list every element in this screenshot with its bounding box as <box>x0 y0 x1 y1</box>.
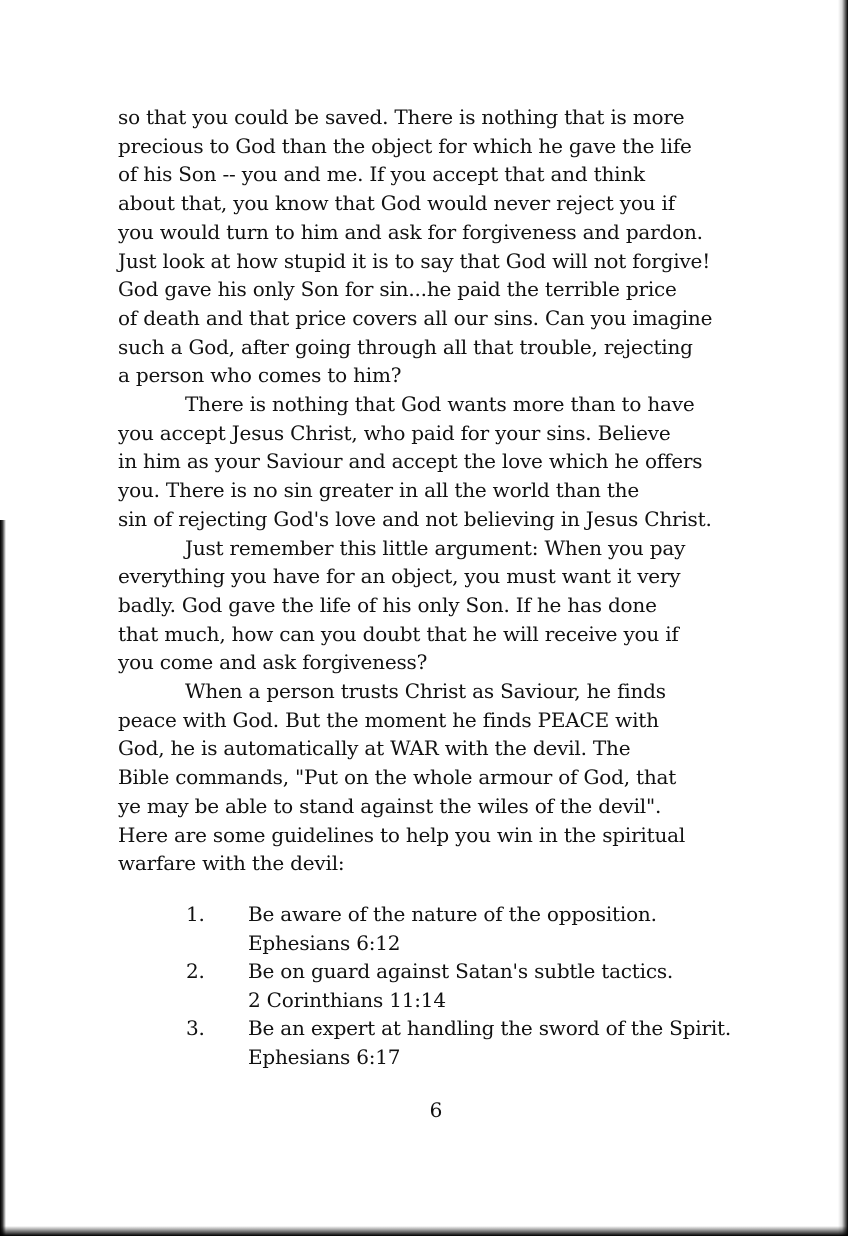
text-line: everything you have for an object, you must want it very <box>118 564 681 589</box>
text-line: sin of rejecting God's love and not believing in Jesus Christ. <box>118 506 712 531</box>
paragraph <box>118 534 818 678</box>
text-line: of his Son -- you and me. If you accept that and think <box>118 162 645 187</box>
text-line: about that, you know that God would never reject you if <box>118 191 675 216</box>
paragraph <box>118 677 818 878</box>
text-line: Here are some guidelines to help you win in the spiritual <box>118 822 686 847</box>
text-line: warfare with the devil: <box>118 851 345 876</box>
text-line: God gave his only Son for sin...he paid the terrible price <box>118 277 677 302</box>
text-line: When a person trusts Christ as Saviour, he finds <box>185 679 666 704</box>
scan-edge-right <box>838 0 848 1236</box>
text-line: you accept Jesus Christ, who paid for your sins. Believe <box>118 420 671 445</box>
list-item <box>186 957 826 1014</box>
list-number: 1. <box>186 902 205 926</box>
text-line: you come and ask forgiveness? <box>118 650 428 675</box>
text-line: of death and that price covers all our sins. Can you imagine <box>118 305 713 330</box>
scan-edge-left <box>0 520 6 1236</box>
list-item-text: Be aware of the nature of the opposition. <box>248 902 657 926</box>
text-line: you would turn to him and ask for forgiveness and pardon. <box>118 219 703 244</box>
paragraph <box>118 390 818 534</box>
text-line: in him as your Saviour and accept the love which he offers <box>118 449 703 474</box>
text-line: such a God, after going through all that trouble, rejecting <box>118 334 693 359</box>
list-number: 3. <box>186 1016 205 1040</box>
text-line: Just look at how stupid it is to say that God will not forgive! <box>118 248 711 273</box>
paragraph <box>118 103 818 390</box>
guidelines-list <box>186 900 826 1071</box>
list-item <box>186 900 826 957</box>
text-line: Just remember this little argument: When you pay <box>185 535 686 560</box>
list-item <box>186 1014 826 1071</box>
text-line: ye may be able to stand against the wiles of the devil". <box>118 793 662 818</box>
text-line: God, he is automatically at WAR with the devil. The <box>118 736 631 761</box>
text-line: you. There is no sin greater in all the world than the <box>118 478 639 503</box>
text-line: There is nothing that God wants more than to have <box>185 392 695 417</box>
text-line: a person who comes to him? <box>118 363 402 388</box>
text-line: badly. God gave the life of his only Son. If he has done <box>118 592 657 617</box>
list-item-text: Be on guard against Satan's subtle tactics. <box>248 959 674 983</box>
text-line: Bible commands, "Put on the whole armour of God, that <box>118 765 677 790</box>
text-line: that much, how can you doubt that he will receive you if <box>118 621 679 646</box>
list-item-text: Be an expert at handling the sword of the Spirit. <box>248 1016 732 1040</box>
body-text <box>118 103 818 878</box>
scripture-reference: 2 Corinthians 11:14 <box>248 987 446 1012</box>
scripture-reference: Ephesians 6:12 <box>248 930 401 955</box>
text-line: so that you could be saved. There is nothing that is more <box>118 105 685 129</box>
scripture-reference: Ephesians 6:17 <box>248 1044 401 1069</box>
page-number: 6 <box>429 1098 443 1122</box>
list-number: 2. <box>186 959 205 983</box>
scan-edge-bottom <box>0 1226 848 1236</box>
text-line: precious to God than the object for which he gave the life <box>118 133 692 158</box>
text-line: peace with God. But the moment he finds PEACE with <box>118 707 659 732</box>
